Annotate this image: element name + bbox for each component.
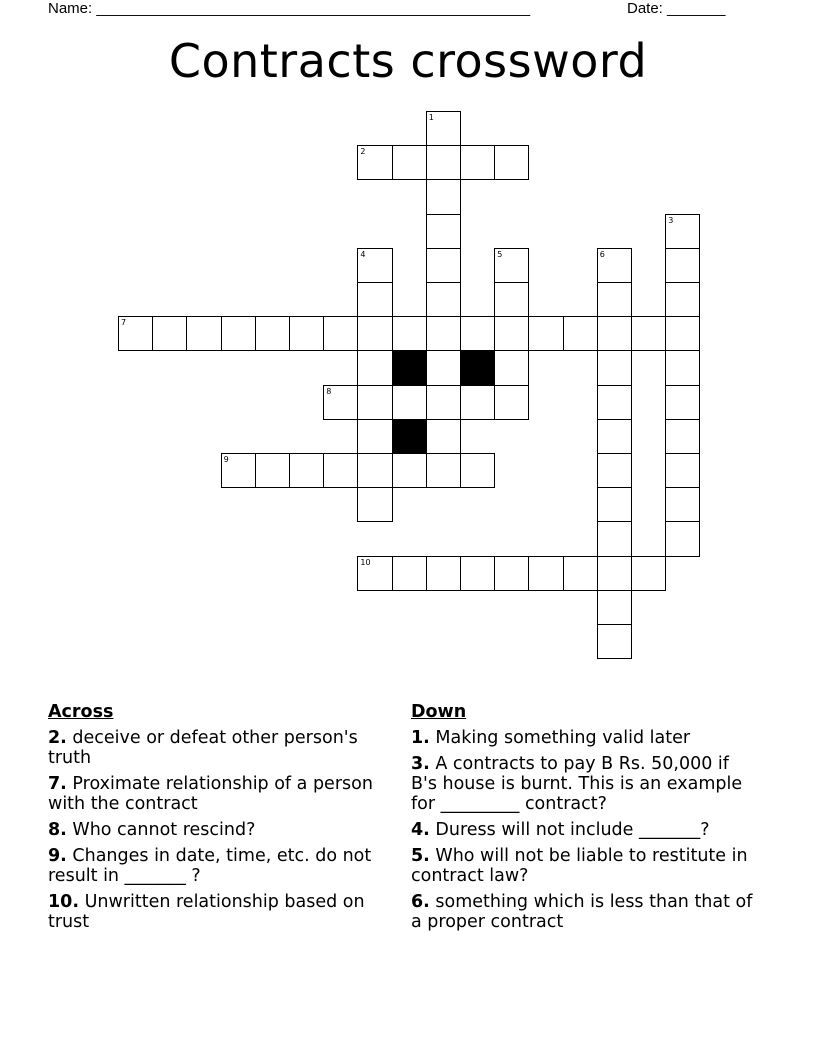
- clue-text: A contracts to pay B Rs. 50,000 if B's house is burnt. This is an example for _________ contract?: [411, 754, 743, 814]
- clue-number-label: 8: [326, 386, 332, 396]
- clue-number-label: 1: [428, 113, 434, 122]
- grid-cell[interactable]: [289, 453, 324, 488]
- grid-cell[interactable]: [357, 453, 392, 488]
- grid-cell[interactable]: [357, 419, 392, 454]
- clue-number: 3.: [411, 754, 430, 774]
- grid-cell[interactable]: [494, 385, 529, 420]
- grid-cell[interactable]: [597, 316, 632, 351]
- clue-number-label: 3: [668, 215, 674, 225]
- down-clue: [411, 728, 756, 748]
- grid-cell[interactable]: [563, 556, 598, 591]
- grid-cell[interactable]: [597, 624, 632, 659]
- clue-number: 9.: [48, 846, 67, 866]
- grid-cell[interactable]: [494, 316, 529, 351]
- across-clues: [48, 702, 398, 938]
- clue-text: Proximate relationship of a person with the contract: [48, 774, 373, 814]
- grid-cell[interactable]: [426, 350, 461, 385]
- grid-cell[interactable]: [597, 385, 632, 420]
- grid-cell[interactable]: [597, 419, 632, 454]
- clue-number: 8.: [48, 820, 67, 840]
- across-clue: [48, 820, 398, 840]
- grid-cell[interactable]: [357, 282, 392, 317]
- grid-cell[interactable]: [528, 556, 563, 591]
- grid-cell[interactable]: [186, 316, 221, 351]
- grid-cell[interactable]: [460, 145, 495, 180]
- clue-text: Who cannot rescind?: [66, 820, 256, 840]
- clue-number: 6.: [411, 892, 430, 912]
- block-cell: [392, 350, 427, 385]
- grid-cell[interactable]: [597, 350, 632, 385]
- grid-cell[interactable]: [494, 282, 529, 317]
- grid-cell[interactable]: [392, 316, 427, 351]
- grid-cell[interactable]: [563, 316, 598, 351]
- clue-number: 4.: [411, 820, 430, 840]
- down-heading: Down: [411, 702, 467, 722]
- grid-cell[interactable]: [426, 556, 461, 591]
- grid-cell[interactable]: [597, 556, 632, 591]
- grid-cell[interactable]: [665, 521, 700, 556]
- grid-cell[interactable]: [665, 316, 700, 351]
- block-cell: [392, 419, 427, 454]
- grid-cell[interactable]: [426, 179, 461, 214]
- grid-cell[interactable]: [392, 556, 427, 591]
- grid-cell[interactable]: [426, 214, 461, 249]
- grid-cell[interactable]: [597, 590, 632, 625]
- clue-number-label: 5: [497, 249, 503, 259]
- grid-cell[interactable]: [528, 316, 563, 351]
- grid-cell[interactable]: [665, 453, 700, 488]
- grid-cell[interactable]: [255, 316, 290, 351]
- down-clue: [411, 820, 756, 840]
- grid-cell[interactable]: [426, 316, 461, 351]
- grid-cell[interactable]: [426, 145, 461, 180]
- grid-cell[interactable]: [323, 453, 358, 488]
- grid-cell[interactable]: [665, 487, 700, 522]
- across-clue: [48, 892, 398, 932]
- grid-cell[interactable]: [460, 385, 495, 420]
- across-clue: [48, 728, 398, 768]
- grid-cell[interactable]: [460, 453, 495, 488]
- clue-text: deceive or defeat other person's truth: [48, 728, 358, 768]
- clue-text: Changes in date, time, etc. do not result in _______ ?: [48, 846, 372, 886]
- grid-cell[interactable]: [392, 145, 427, 180]
- grid-cell[interactable]: [665, 248, 700, 283]
- grid-cell[interactable]: [323, 316, 358, 351]
- clue-number-label: 6: [599, 249, 605, 259]
- grid-cell[interactable]: [597, 487, 632, 522]
- grid-cell[interactable]: [597, 453, 632, 488]
- name-field: Name: ____________________________________________________: [48, 0, 531, 17]
- grid-cell[interactable]: [631, 316, 666, 351]
- grid-cell[interactable]: [460, 556, 495, 591]
- clue-number-label: 9: [223, 455, 229, 464]
- date-field: Date: _______: [627, 0, 726, 17]
- across-clue: [48, 774, 398, 814]
- grid-cell[interactable]: [152, 316, 187, 351]
- down-clues: [411, 702, 756, 938]
- page-title: Contracts crossword: [168, 34, 648, 88]
- grid-cell[interactable]: [494, 350, 529, 385]
- grid-cell[interactable]: [221, 316, 256, 351]
- grid-cell[interactable]: [426, 248, 461, 283]
- grid-cell[interactable]: [392, 385, 427, 420]
- clue-number-label: 4: [360, 249, 366, 259]
- grid-cell[interactable]: [357, 350, 392, 385]
- grid-cell[interactable]: [426, 453, 461, 488]
- clue-number: 1.: [411, 728, 430, 748]
- grid-cell[interactable]: [426, 385, 461, 420]
- grid-cell[interactable]: [597, 521, 632, 556]
- grid-cell[interactable]: [255, 453, 290, 488]
- grid-cell[interactable]: [392, 453, 427, 488]
- across-heading: Across: [48, 702, 114, 722]
- clue-number: 2.: [48, 728, 67, 748]
- grid-cell[interactable]: [289, 316, 324, 351]
- clue-number: 10.: [48, 892, 80, 912]
- grid-cell[interactable]: [665, 282, 700, 317]
- across-clue: [48, 846, 398, 886]
- grid-cell[interactable]: [494, 145, 529, 180]
- grid-cell[interactable]: [665, 350, 700, 385]
- clue-text: Unwritten relationship based on trust: [48, 892, 365, 932]
- down-clue: [411, 754, 756, 814]
- grid-cell[interactable]: [460, 316, 495, 351]
- grid-cell[interactable]: [597, 282, 632, 317]
- grid-cell[interactable]: [357, 316, 392, 351]
- clue-number-label: 7: [121, 318, 127, 328]
- clue-text: Making something valid later: [429, 728, 691, 748]
- grid-cell[interactable]: [357, 385, 392, 420]
- clue-number: 7.: [48, 774, 67, 794]
- clue-text: something which is less than that of a proper contract: [411, 892, 753, 932]
- clue-number: 5.: [411, 846, 430, 866]
- grid-cell[interactable]: [426, 419, 461, 454]
- clue-number-label: 10: [360, 557, 371, 567]
- down-clue: [411, 846, 756, 886]
- down-clue: [411, 892, 756, 932]
- grid-cell[interactable]: [665, 419, 700, 454]
- grid-cell[interactable]: [494, 556, 529, 591]
- grid-cell[interactable]: [357, 487, 392, 522]
- grid-cell[interactable]: [426, 282, 461, 317]
- clue-text: Duress will not include _______?: [429, 820, 710, 840]
- clue-number-label: 2: [360, 147, 366, 157]
- block-cell: [460, 350, 495, 385]
- grid-cell[interactable]: [631, 556, 666, 591]
- clue-text: Who will not be liable to restitute in contract law?: [411, 846, 748, 886]
- grid-cell[interactable]: [665, 385, 700, 420]
